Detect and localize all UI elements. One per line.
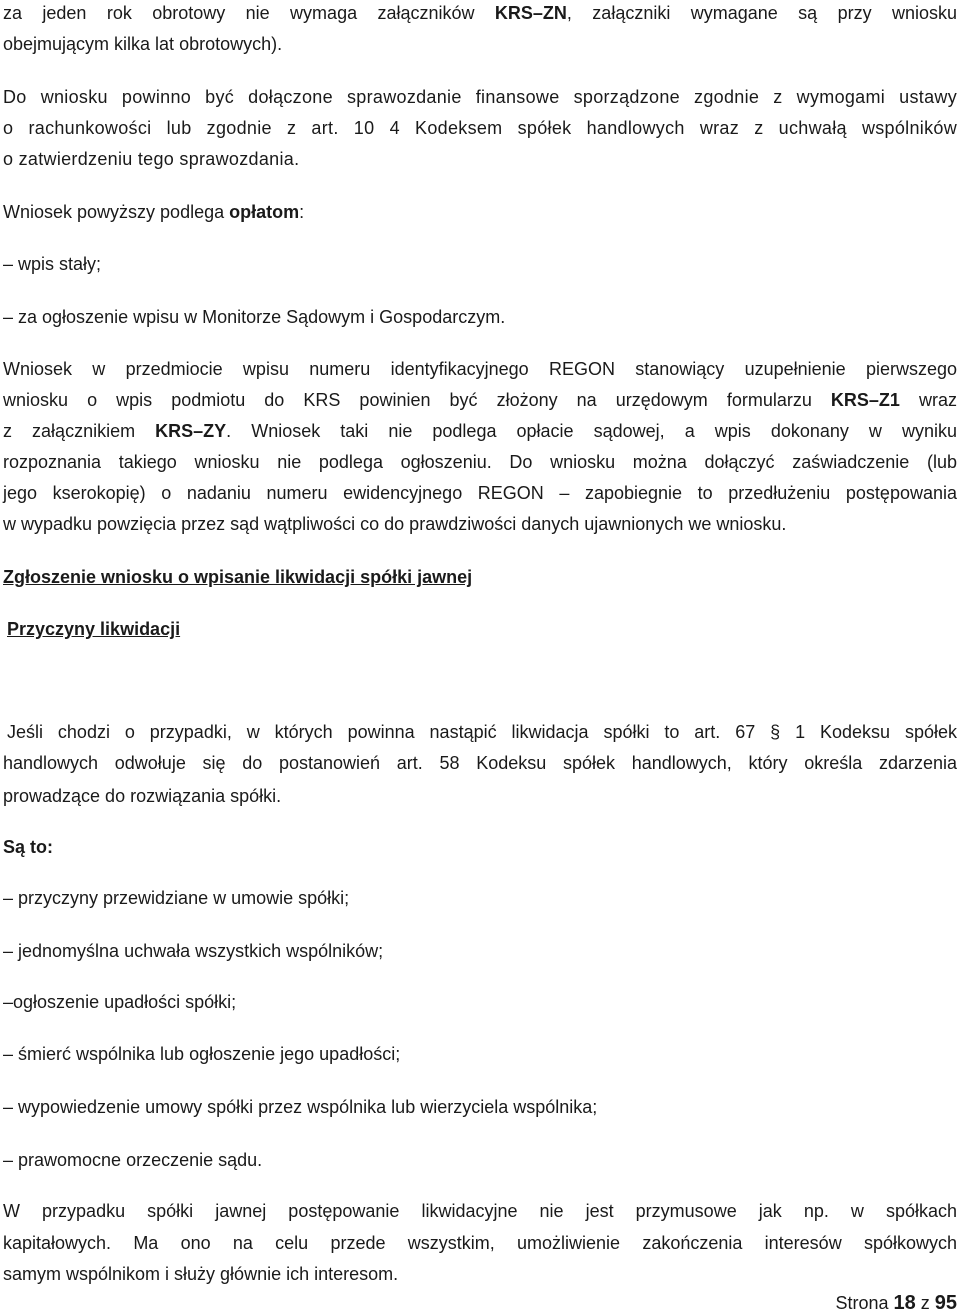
section-heading: Zgłoszenie wniosku o wpisanie likwidacji spółki jawnej	[3, 567, 473, 587]
paragraph-4-line-1: Wniosek w przedmiocie wpisu numeru identyfikacyjnego REGON stanowiący uzupełnienie pierwszego	[3, 359, 957, 379]
paragraph-2-line-3: o zatwierdzeniu tego sprawozdania.	[3, 149, 300, 169]
cause-item: – śmierć wspólnika lub ogłoszenie jego upadłości;	[3, 1044, 401, 1064]
paragraph-6-line-3: samym wspólnikom i służy głównie ich interesom.	[3, 1264, 399, 1284]
page-number: Strona 18 z 95	[835, 1292, 957, 1314]
fee-item: – za ogłoszenie wpisu w Monitorze Sądowym i Gospodarczym.	[3, 307, 506, 327]
subsection-heading: Przyczyny likwidacji	[7, 619, 181, 639]
paragraph-4-line-3: z załącznikiem KRS–ZY. Wniosek taki nie podlega opłacie sądowej, a wpis dokonany w wyniku	[3, 421, 957, 441]
paragraph-4-line-5: jego kserokopię) o nadaniu numeru ewidencyjnego REGON – zapobiegnie to przedłużeniu postępowania	[3, 483, 957, 503]
cause-item: – prawomocne orzeczenie sądu.	[3, 1150, 263, 1170]
cause-item: – wypowiedzenie umowy spółki przez wspólnika lub wierzyciela wspólnika;	[3, 1097, 598, 1117]
paragraph-4-line-6: w wypadku powzięcia przez sąd wątpliwości co do prawdziwości danych ujawnionych we wniosku.	[3, 514, 787, 534]
cause-item: –ogłoszenie upadłości spółki;	[3, 992, 237, 1012]
paragraph-2-line-1: Do wniosku powinno być dołączone sprawozdanie finansowe sporządzone zgodnie z wymogami ustawy	[3, 87, 957, 107]
paragraph-6-line-2: kapitałowych. Ma ono na celu przede wszystkim, umożliwienie zakończenia interesów spółkowych	[3, 1233, 957, 1253]
causes-intro: Są to:	[3, 837, 54, 857]
paragraph-5-line-1: Jeśli chodzi o przypadki, w których powinna nastąpić likwidacja spółki to art. 67 § 1 Kodeksu spółek	[7, 722, 957, 742]
paragraph-2-line-2: o rachunkowości lub zgodnie z art. 10 4 Kodeksem spółek handlowych wraz z uchwałą wspólników	[3, 118, 957, 138]
paragraph-1-line-2: obejmującym kilka lat obrotowych).	[3, 34, 283, 54]
fee-item: – wpis stały;	[3, 254, 102, 274]
paragraph-5-line-2: handlowych odwołuje się do postanowień art. 58 Kodeksu spółek handlowych, który określa zdarzenia	[3, 753, 957, 773]
cause-item: – przyczyny przewidziane w umowie spółki;	[3, 888, 350, 908]
paragraph-4-line-4: rozpoznania takiego wniosku nie podlega ogłoszeniu. Do wniosku można dołączyć zaświadczenie (lub	[3, 452, 957, 472]
paragraph-6-line-1: W przypadku spółki jawnej postępowanie likwidacyjne nie jest przymusowe jak np. w spółkach	[3, 1201, 957, 1221]
paragraph-1-line-1: za jeden rok obrotowy nie wymaga załączników KRS–ZN, załączniki wymagane są przy wniosku	[3, 3, 957, 23]
cause-item: – jednomyślna uchwała wszystkich wspólników;	[3, 941, 384, 961]
fees-intro: Wniosek powyższy podlega opłatom:	[3, 202, 305, 222]
paragraph-4-line-2: wniosku o wpis podmiotu do KRS powinien być złożony na urzędowym formularzu KRS–Z1 wraz	[3, 390, 957, 410]
paragraph-5-line-3: prowadzące do rozwiązania spółki.	[3, 786, 282, 806]
